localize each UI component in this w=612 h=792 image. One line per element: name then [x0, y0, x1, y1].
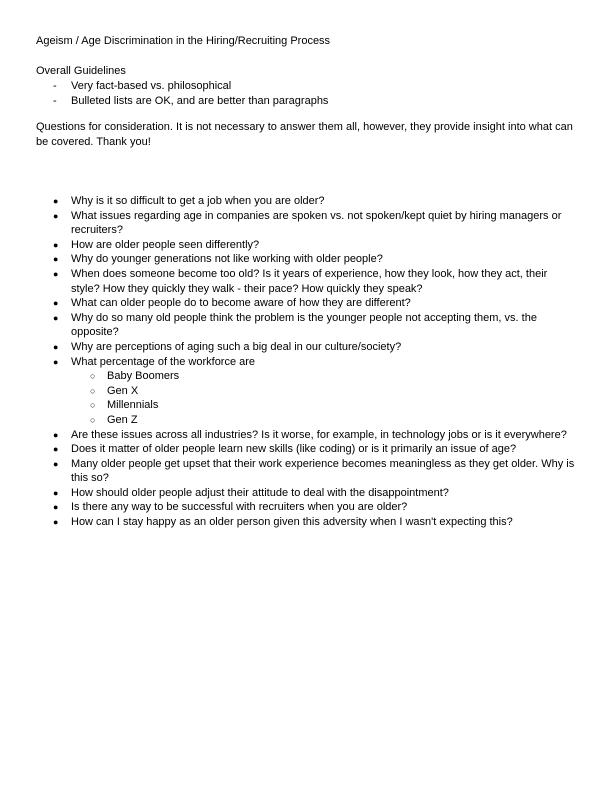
- list-item-text: Gen Z: [107, 413, 138, 426]
- document-title: Ageism / Age Discrimination in the Hiring/Recruiting Process: [36, 35, 331, 47]
- list-item-text: Why do younger generations not like working with older people?: [71, 253, 383, 266]
- bullet-icon: ●: [53, 502, 59, 513]
- list-item-text: Is there any way to be successful with recruiters when you are older?: [71, 501, 408, 514]
- questions-list: [36, 194, 576, 530]
- circle-bullet-icon: ○: [90, 414, 96, 425]
- circle-bullet-icon: ○: [90, 385, 96, 396]
- guidelines-heading: Overall Guidelines: [36, 65, 126, 77]
- list-item-text: Very fact-based vs. philosophical: [71, 80, 232, 92]
- bullet-icon: ●: [53, 239, 59, 250]
- list-item: [36, 355, 576, 370]
- bullet-icon: ●: [53, 298, 59, 309]
- bullet-icon: ●: [53, 487, 59, 498]
- list-item: [36, 340, 576, 355]
- list-item: [36, 79, 576, 94]
- list-item: [36, 500, 576, 515]
- bullet-icon: ●: [53, 254, 59, 265]
- list-item: [36, 369, 576, 384]
- list-item: [36, 413, 576, 428]
- list-item: [36, 457, 576, 486]
- list-item-text: Are these issues across all industries? Is it worse, for example, in technology jobs or is it everywhere?: [71, 428, 567, 441]
- bullet-icon: ●: [53, 312, 59, 323]
- list-item-text: How should older people adjust their attitude to deal with the disappointment?: [71, 486, 449, 499]
- circle-bullet-icon: ○: [90, 371, 96, 382]
- bullet-icon: ●: [53, 210, 59, 221]
- circle-bullet-icon: ○: [90, 400, 96, 411]
- bullet-icon: ●: [53, 341, 59, 352]
- list-item-text: What can older people do to become aware of how they are different?: [71, 297, 411, 310]
- list-item-text: Many older people get upset that their work experience becomes meaningless as they get older. Why is this so?: [71, 457, 575, 485]
- list-item: [36, 94, 576, 109]
- list-item-text: How are older people seen differently?: [71, 238, 260, 251]
- bullet-icon: ●: [53, 356, 59, 367]
- list-item: [36, 311, 576, 340]
- list-item: [36, 515, 576, 530]
- list-item-text: Millennials: [107, 399, 159, 412]
- list-item: [36, 428, 576, 443]
- bullet-icon: ●: [53, 444, 59, 455]
- list-item-text: When does someone become too old? Is it years of experience, how they look, how they act, their style? How they quickly they walk - their pace? How quickly they speak?: [71, 267, 548, 295]
- list-item-text: Why are perceptions of aging such a big deal in our culture/society?: [71, 340, 402, 353]
- list-item-text: Baby Boomers: [107, 370, 180, 383]
- bullet-icon: ●: [53, 268, 59, 279]
- list-item-text: How can I stay happy as an older person given this adversity when I wasn't expecting this?: [71, 516, 513, 529]
- list-item: [36, 194, 576, 209]
- list-item: [36, 267, 576, 296]
- list-item-text: What percentage of the workforce are: [71, 355, 256, 368]
- list-item: [36, 252, 576, 267]
- list-item-text: Bulleted lists are OK, and are better than paragraphs: [71, 94, 329, 107]
- dash-bullet-icon: -: [53, 80, 57, 92]
- bullet-icon: ●: [53, 196, 59, 206]
- list-item: [36, 442, 576, 457]
- list-item-text: Does it matter of older people learn new skills (like coding) or is it primarily an issue of age?: [71, 443, 517, 456]
- dash-bullet-icon: -: [53, 94, 57, 107]
- list-item: [36, 384, 576, 399]
- list-item: [36, 398, 576, 413]
- list-item: [36, 238, 576, 253]
- bullet-icon: ●: [53, 517, 59, 528]
- list-item-text: Why is it so difficult to get a job when you are older?: [71, 195, 325, 207]
- list-item: [36, 209, 576, 238]
- guidelines-list: [36, 79, 576, 108]
- bullet-icon: ●: [53, 429, 59, 440]
- list-item-text: Gen X: [107, 384, 139, 397]
- questions-intro: Questions for consideration. It is not necessary to answer them all, however, they provide insight into what can be covered. Thank you!: [36, 121, 573, 148]
- list-item-text: What issues regarding age in companies are spoken vs. not spoken/kept quiet by hiring managers or recruiters?: [71, 209, 562, 237]
- bullet-icon: ●: [53, 458, 59, 469]
- list-item: [36, 486, 576, 501]
- list-item-text: Why do so many old people think the problem is the younger people not accepting them, vs. the opposite?: [71, 311, 537, 339]
- list-item: [36, 296, 576, 311]
